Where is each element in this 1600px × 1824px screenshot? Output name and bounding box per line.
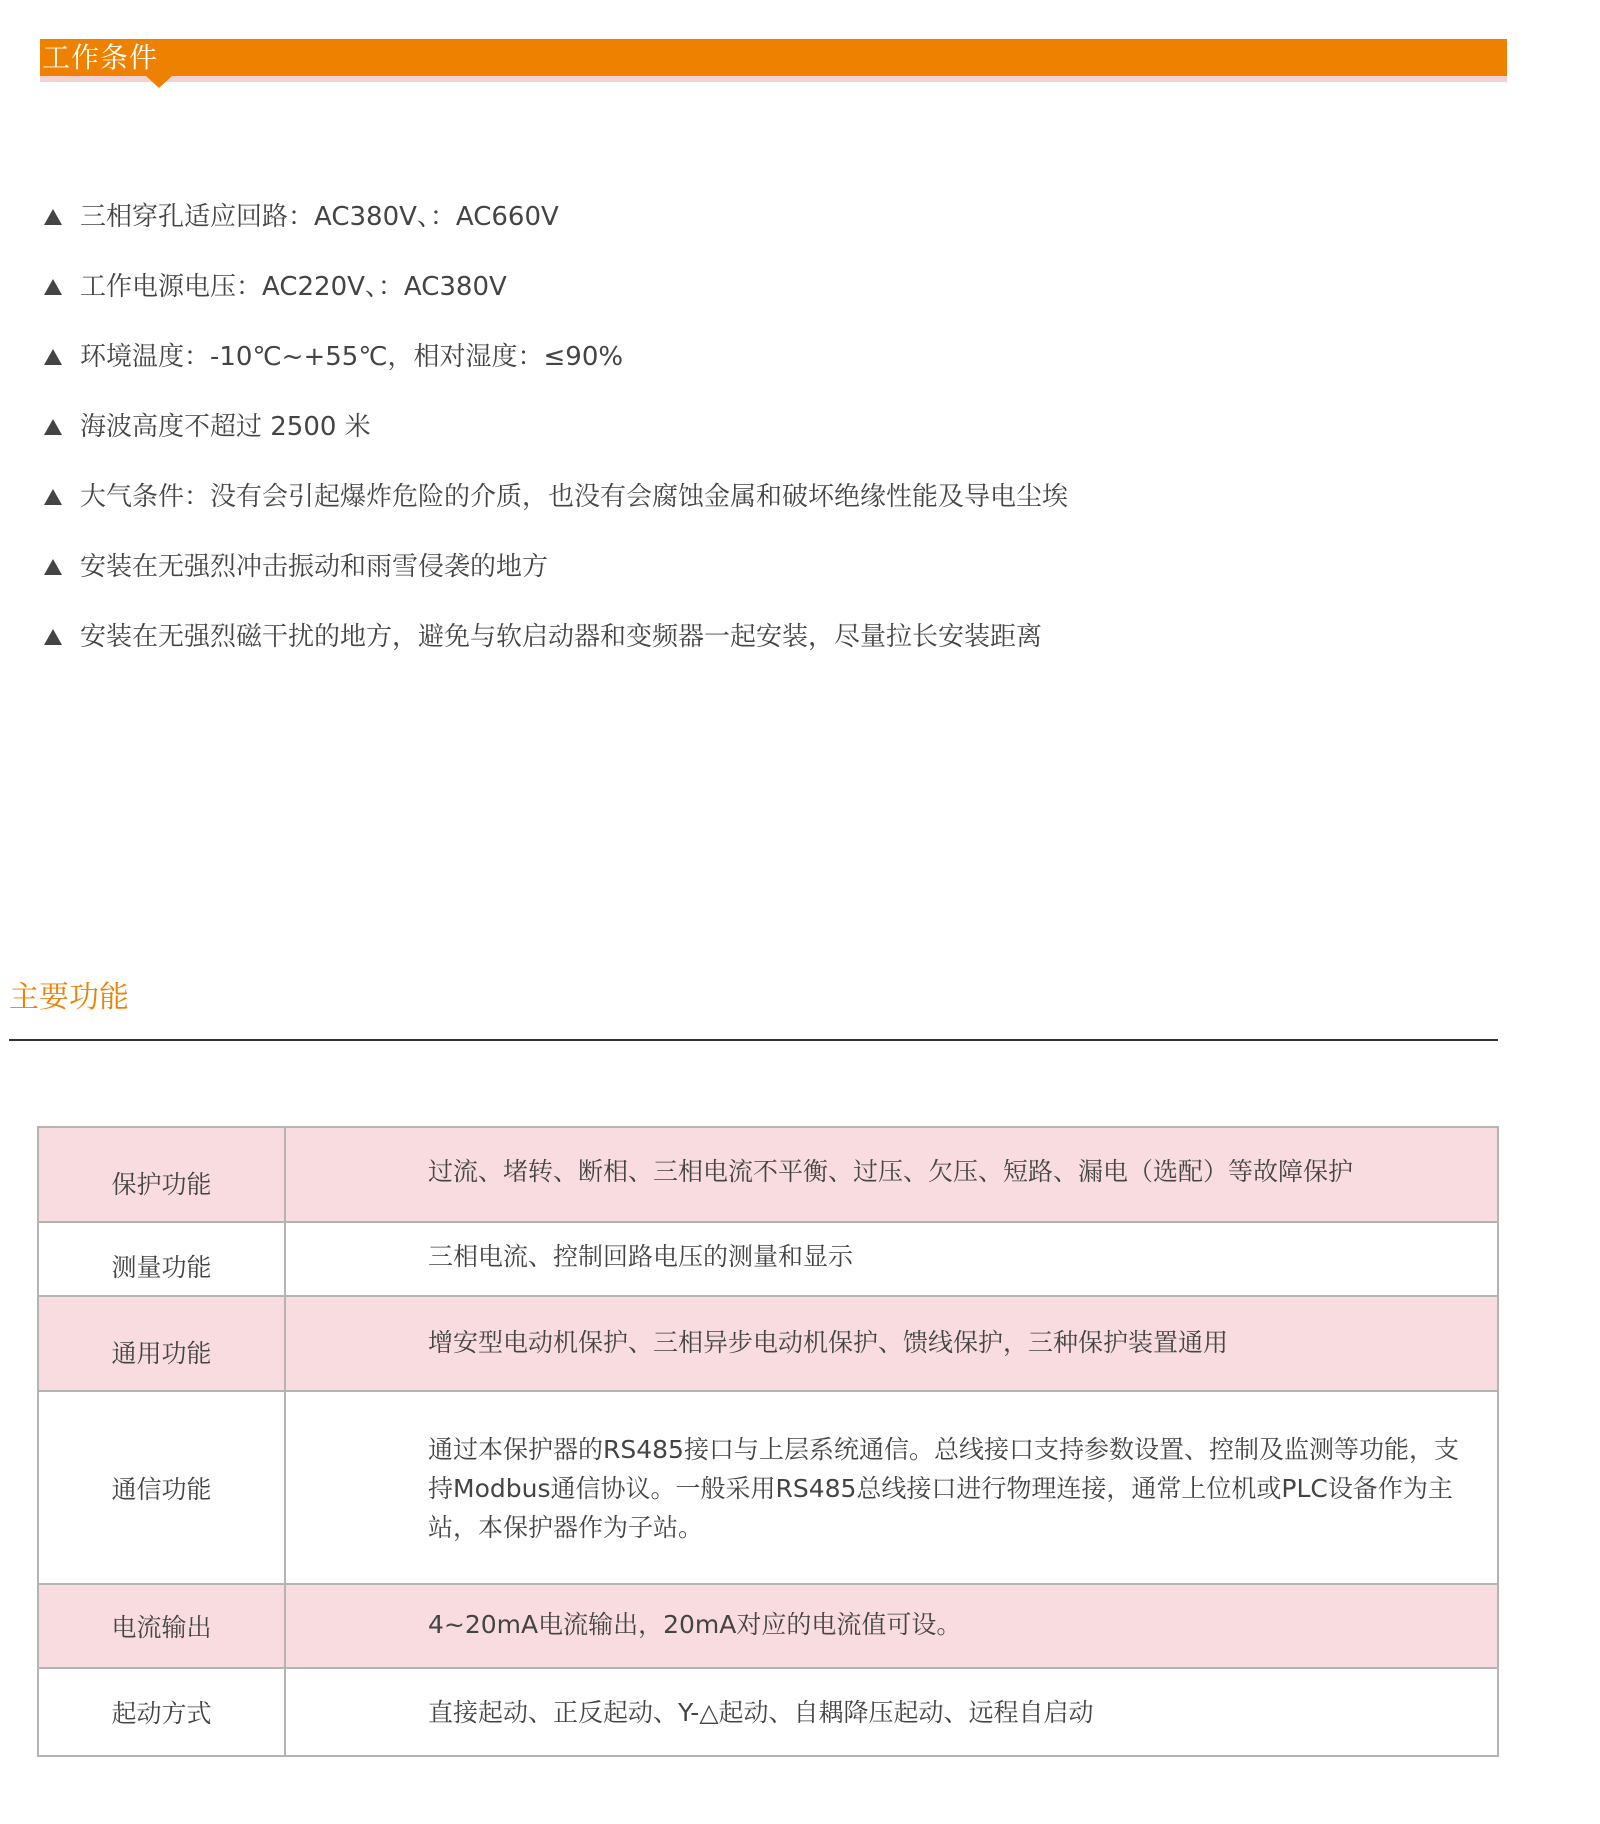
function-description: 4~20mA电流输出，20mA对应的电流值可设。 (285, 1584, 1498, 1668)
list-item (44, 620, 1344, 690)
condition-text: 海波高度不超过 2500 米 (80, 412, 371, 442)
triangle-bullet-icon (44, 209, 62, 225)
triangle-bullet-icon (44, 419, 62, 435)
function-description: 通过本保护器的RS485接口与上层系统通信。总线接口支持参数设置、控制及监测等功能，支持Modbus通信协议。一般采用RS485总线接口进行物理连接，通常上位机或PLC设备作为主站，本保护器作为子站。 (285, 1391, 1498, 1584)
list-item (44, 480, 1344, 550)
section-title-working-conditions: 工作条件 (42, 41, 159, 74)
triangle-bullet-icon (44, 489, 62, 505)
section-title-main-functions: 主要功能 (9, 980, 129, 1015)
list-item (44, 200, 1344, 270)
function-description: 过流、堵转、断相、三相电流不平衡、过压、欠压、短路、漏电（选配）等故障保护 (285, 1127, 1498, 1222)
condition-text: 安装在无强烈磁干扰的地方，避免与软启动器和变频器一起安装，尽量拉长安装距离 (80, 622, 1043, 652)
triangle-bullet-icon (44, 349, 62, 365)
table-row (38, 1584, 1498, 1668)
condition-text: 大气条件：没有会引起爆炸危险的介质，也没有会腐蚀金属和破坏绝缘性能及导电尘埃 (80, 482, 1069, 512)
function-label: 保护功能 (38, 1127, 285, 1222)
condition-text: 安装在无强烈冲击振动和雨雪侵袭的地方 (80, 552, 549, 582)
function-label: 通用功能 (38, 1296, 285, 1391)
function-label: 电流输出 (38, 1584, 285, 1668)
section-header-shadow (40, 76, 1507, 82)
condition-text: 环境温度：-10℃~+55℃，相对湿度：≤90% (80, 342, 624, 372)
function-label: 通信功能 (38, 1391, 285, 1584)
table-row (38, 1127, 1498, 1222)
working-conditions-list (44, 200, 1344, 690)
section-header-notch (146, 76, 172, 88)
section-header-bar (40, 39, 1507, 76)
table-row (38, 1296, 1498, 1391)
list-item (44, 550, 1344, 620)
section-divider (9, 1039, 1498, 1041)
function-description: 增安型电动机保护、三相异步电动机保护、馈线保护，三种保护装置通用 (285, 1296, 1498, 1391)
triangle-bullet-icon (44, 559, 62, 575)
function-label: 测量功能 (38, 1222, 285, 1296)
main-functions-table (37, 1126, 1499, 1757)
table-row (38, 1222, 1498, 1296)
condition-text: 工作电源电压：AC220V、：AC380V (80, 272, 507, 302)
condition-text: 三相穿孔适应回路：AC380V、：AC660V (80, 202, 559, 232)
triangle-bullet-icon (44, 629, 62, 645)
list-item (44, 270, 1344, 340)
function-description: 三相电流、控制回路电压的测量和显示 (285, 1222, 1498, 1296)
function-description: 直接起动、正反起动、Y-△起动、自耦降压起动、远程自启动 (285, 1668, 1498, 1756)
table-row (38, 1391, 1498, 1584)
function-label: 起动方式 (38, 1668, 285, 1756)
list-item (44, 410, 1344, 480)
triangle-bullet-icon (44, 279, 62, 295)
list-item (44, 340, 1344, 410)
table-row (38, 1668, 1498, 1756)
